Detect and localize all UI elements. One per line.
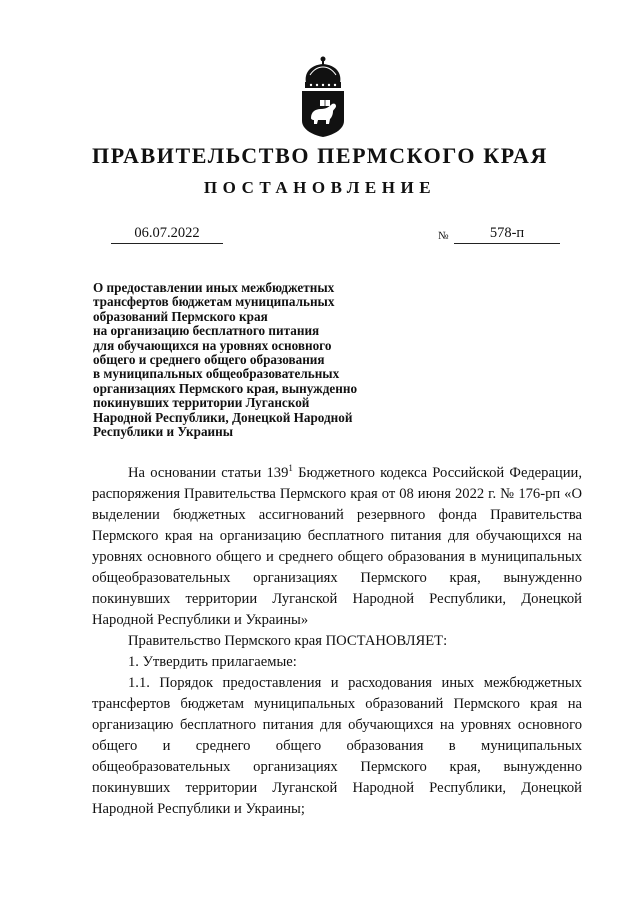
- subject-line: для обучающихся на уровнях основного: [93, 337, 332, 353]
- subject-line: общего и среднего общего образования: [93, 352, 325, 368]
- perm-krai-coat-of-arms-icon: [296, 55, 350, 139]
- item-1-paragraph: 1. Утвердить прилагаемые:: [128, 654, 297, 670]
- subject-line: Республики и Украины: [93, 424, 234, 440]
- number-label: №: [438, 230, 449, 242]
- subject-line: трансфертов бюджетам муниципальных: [93, 294, 335, 310]
- item-1-1-paragraph: 1.1. Порядок предоставления и расходования иных межбюджетных трансфертов бюджетам муниципальных образований Пермского края на организацию бесплатного питания для обучающихся на уровнях основного общего и среднего общего образования в муниципальных общеобразовательных организациях Пермского края, вынужденно покинувших территории Луганской Народной Республики, Донецкой Народной Республики и Украины;: [92, 675, 582, 817]
- subject-line: Народной Республики, Донецкой Народной: [93, 409, 353, 425]
- preamble-paragraph: [92, 463, 582, 631]
- document-subject: [93, 281, 423, 439]
- subject-line: О предоставлении иных межбюджетных: [93, 280, 335, 295]
- subject-line: на организацию бесплатного питания: [93, 323, 320, 339]
- subject-line: покинувших территории Луганской: [93, 395, 310, 411]
- document-date: 06.07.2022: [111, 225, 223, 244]
- document-type: ПОСТАНОВЛЕНИЕ: [203, 178, 437, 197]
- preamble-rest: Бюджетного кодекса Российской Федерации, распоряжения Правительства Пермского края от 08 июня 2022 г. № 176-рп «О выделении бюджетных ассигнований резервного фонда Правительства Пермского края на организацию бесплатного питания для обучающихся на уровнях основного общего и среднего общего образования в муниципальных общеобразовательных организациях Пермского края, вынужденно покинувших территории Луганской Народной Республики, Донецкой Народной Республики и Украины»: [92, 465, 583, 628]
- document-number: 578-п: [454, 225, 560, 244]
- article-superscript: 1: [288, 463, 293, 473]
- subject-line: образований Пермского края: [93, 308, 268, 324]
- resolution-paragraph: Правительство Пермского края ПОСТАНОВЛЯЕТ:: [128, 633, 448, 649]
- subject-line: организациях Пермского края, вынужденно: [93, 380, 358, 396]
- preamble-start: На основании статьи 139: [128, 465, 289, 481]
- government-title: ПРАВИТЕЛЬСТВО ПЕРМСКОГО КРАЯ: [92, 143, 548, 168]
- document-body: [92, 463, 582, 820]
- subject-line: в муниципальных общеобразовательных: [93, 366, 340, 382]
